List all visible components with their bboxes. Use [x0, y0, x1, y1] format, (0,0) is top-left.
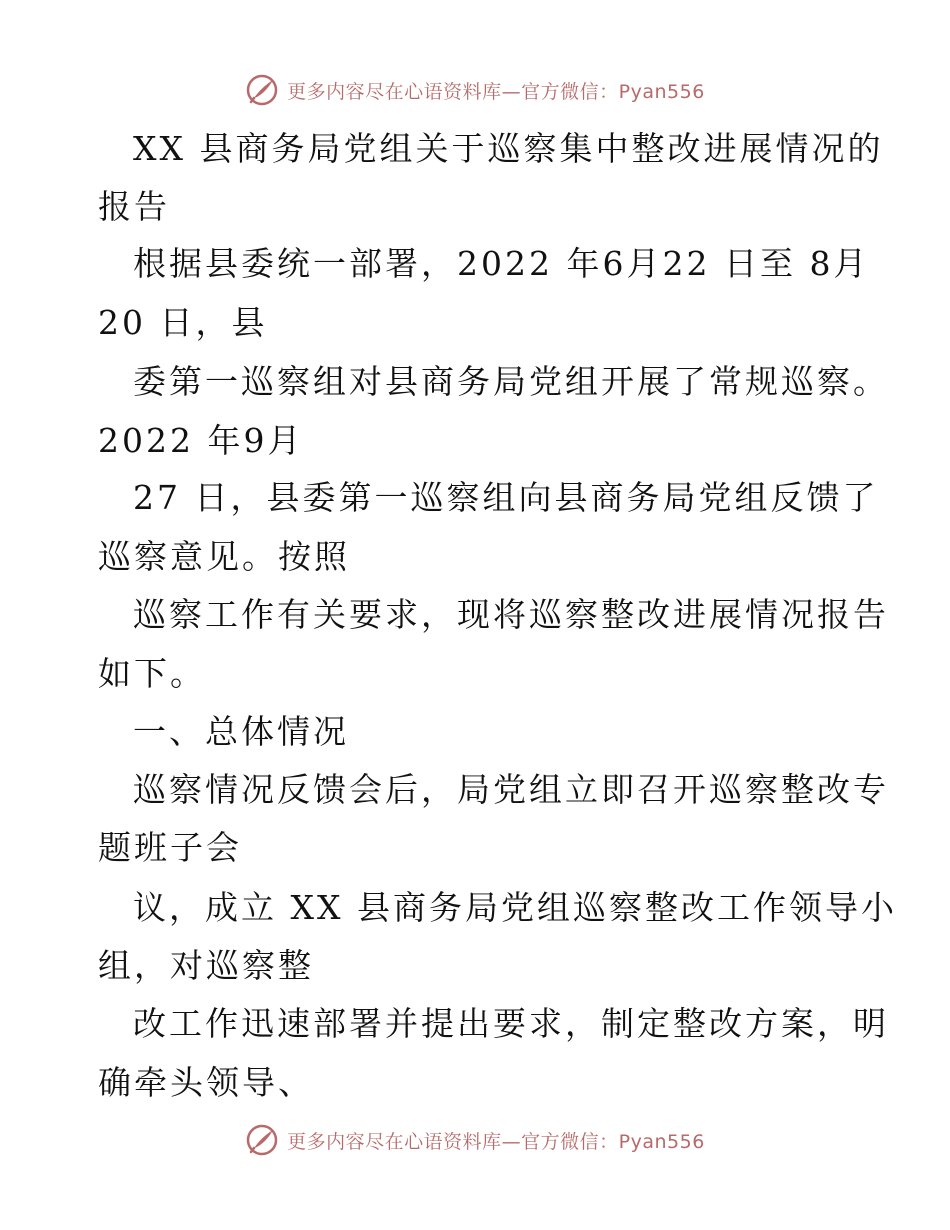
paragraph-line: 题班子会 — [98, 828, 242, 867]
header-banner-text: 更多内容尽在心语资料库—官方微信：Pyan556 — [287, 80, 705, 103]
paragraph-line: 改工作迅速部署并提出要求，制定整改方案，明 — [133, 1004, 889, 1043]
paragraph-line: 巡察意见。按照 — [98, 537, 350, 576]
paragraph-line: 委第一巡察组对县商务局党组开展了常规巡察。 — [133, 362, 889, 401]
paragraph-line: 27 日，县委第一巡察组向县商务局党组反馈了 — [133, 478, 879, 517]
paragraph-line: 巡察情况反馈会后，局党组立即召开巡察整改专 — [133, 770, 889, 809]
paragraph-line: 如下。 — [98, 654, 206, 693]
feather-quill-icon — [245, 1123, 279, 1157]
footer-banner-text: 更多内容尽在心语资料库—官方微信：Pyan556 — [287, 1130, 705, 1153]
paragraph-line: 确牵头领导、 — [98, 1063, 314, 1102]
footer-banner — [0, 1120, 950, 1160]
section-heading: 一、总体情况 — [133, 712, 349, 751]
header-banner — [0, 70, 950, 110]
title-line-2: 报告 — [98, 187, 170, 226]
paragraph-line: 根据县委统一部署，2022 年6月22 日至 8月 — [133, 244, 870, 283]
paragraph-line: 议，成立 XX 县商务局党组巡察整改工作领导小 — [133, 888, 897, 927]
paragraph-line: 组，对巡察整 — [98, 946, 314, 985]
feather-quill-icon — [245, 73, 279, 107]
paragraph-line: 2022 年9月 — [98, 421, 304, 460]
paragraph-line: 20 日，县 — [98, 303, 268, 342]
paragraph-line: 巡察工作有关要求，现将巡察整改进展情况报告 — [133, 595, 889, 634]
title-line-1: XX 县商务局党组关于巡察集中整改进展情况的 — [133, 129, 884, 168]
